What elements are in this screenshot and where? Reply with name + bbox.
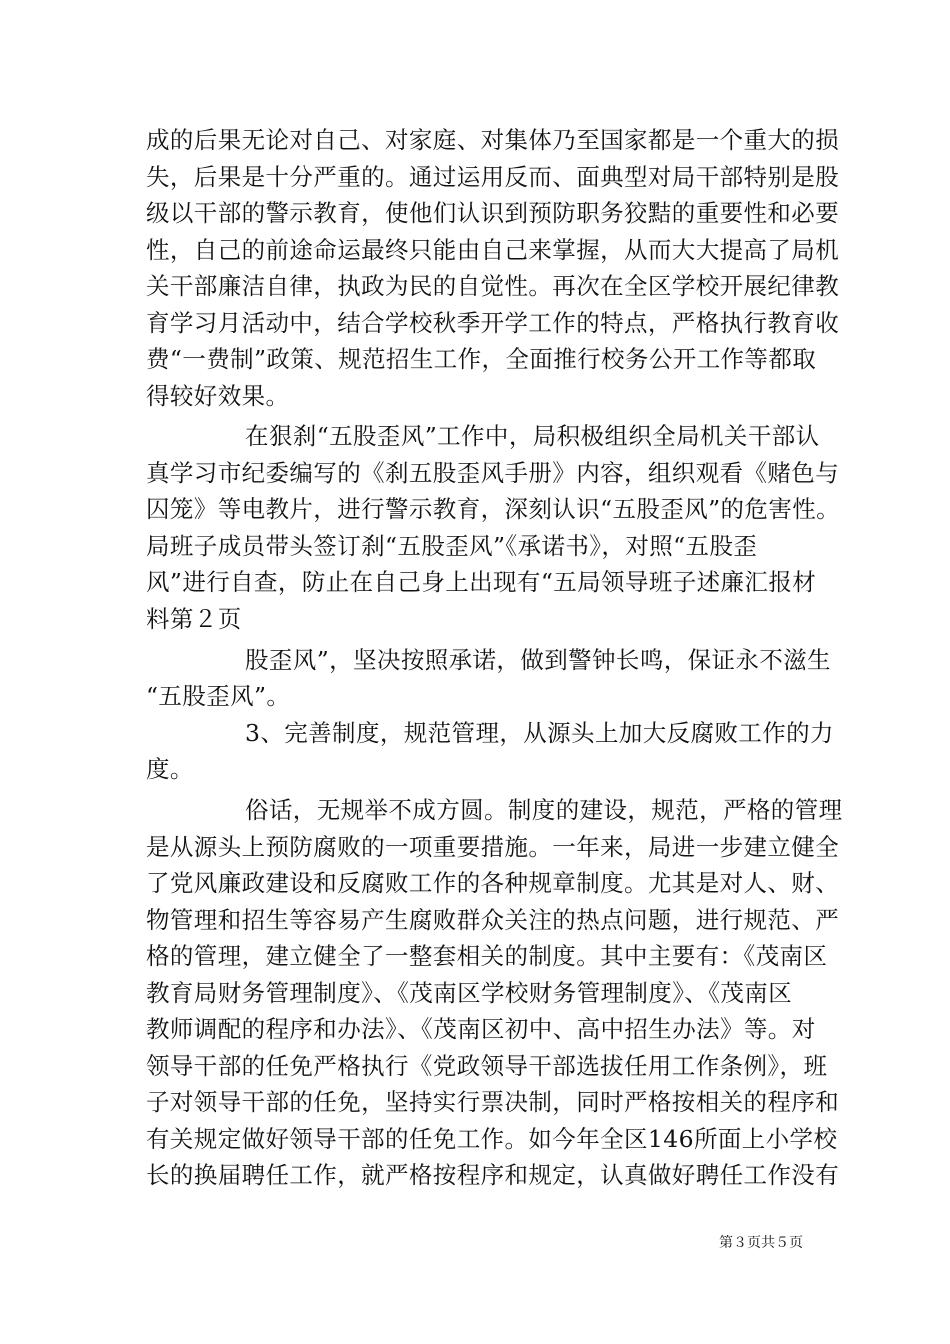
text-line: 教师调配的程序和办法》、《茂南区初中、高中招生办法》等。对	[146, 1015, 816, 1043]
text-line: 级以干部的警示教育，使他们认识到预防职务狡黠的重要性和必要	[146, 199, 840, 227]
text-line: 成的后果无论对自己、对家庭、对集体乃至国家都是一个重大的损	[146, 126, 840, 154]
section-heading: 3、完善制度，规范管理，从源头上加大反腐败工作的力	[245, 719, 834, 747]
text-line: 物管理和招生等容易产生腐败群众关注的热点问题，进行规范、严	[146, 906, 840, 934]
text-line: 关干部廉洁自律，执政为民的自觉性。再次在全区学校开展纪律教	[146, 272, 840, 300]
text-line: 了党风廉政建设和反腐败工作的各种规章制度。尤其是对人、财、	[146, 869, 840, 897]
page-marker-line: 料第２页	[146, 605, 242, 633]
text-line: 是从源头上预防腐败的一项重要措施。一年来，局进一步建立健全	[146, 833, 840, 861]
text-line: 囚笼》等电教片，进行警示教育，深刻认识“五股歪风”的危害性。	[146, 495, 841, 523]
text-line: “五股歪风”。	[146, 682, 291, 710]
text-line: 真学习市纪委编写的《刹五股歪风手册》内容，组织观看《赌色与	[146, 459, 840, 487]
text-line: 风”进行自查，防止在自己身上出现有“五局领导班子述廉汇报材	[146, 568, 817, 596]
text-line: 长的换届聘任工作，就严格按程序和规定，认真做好聘任工作没有	[146, 1161, 840, 1189]
text-line: 度。	[146, 755, 194, 783]
text-line: 得较好效果。	[146, 382, 290, 410]
text-line: 有关规定做好领导干部的任免工作。如今年全区146所面上小学校	[146, 1125, 838, 1153]
text-line: 教育局财务管理制度》、《茂南区学校财务管理制度》、《茂南区	[146, 979, 793, 1007]
paragraph-first-line: 股歪风”，坚决按照承诺，做到警钟长鸣，保证永不滋生	[245, 646, 832, 674]
page-footer: 第３页共５页	[719, 1235, 803, 1251]
paragraph-first-line: 俗话，无规举不成方圆。制度的建设，规范，严格的管理	[245, 796, 843, 824]
text-line: 领导干部的任免严格执行《党政领导干部选拔任用工作条例》，班	[146, 1052, 828, 1080]
paragraph-first-line: 在狠刹“五股歪风”工作中，局积极组织全局机关干部认	[245, 422, 820, 450]
text-line: 子对领导干部的任免，坚持实行票决制，同时严格按相关的程序和	[146, 1088, 840, 1116]
text-line: 费“一费制”政策、规范招生工作，全面推行校务公开工作等都取	[146, 345, 817, 373]
text-line: 局班子成员带头签订刹“五股歪风”《承诺书》，对照“五股歪	[146, 532, 758, 560]
text-line: 失，后果是十分严重的。通过运用反而、面典型对局干部特别是股	[146, 163, 840, 191]
text-line: 格的管理，建立健全了一整套相关的制度。其中主要有：《茂南区	[146, 942, 828, 970]
text-line: 性，自己的前途命运最终只能由自己来掌握，从而大大提高了局机	[146, 236, 840, 264]
text-line: 育学习月活动中，结合学校秋季开学工作的特点，严格执行教育收	[146, 309, 840, 337]
